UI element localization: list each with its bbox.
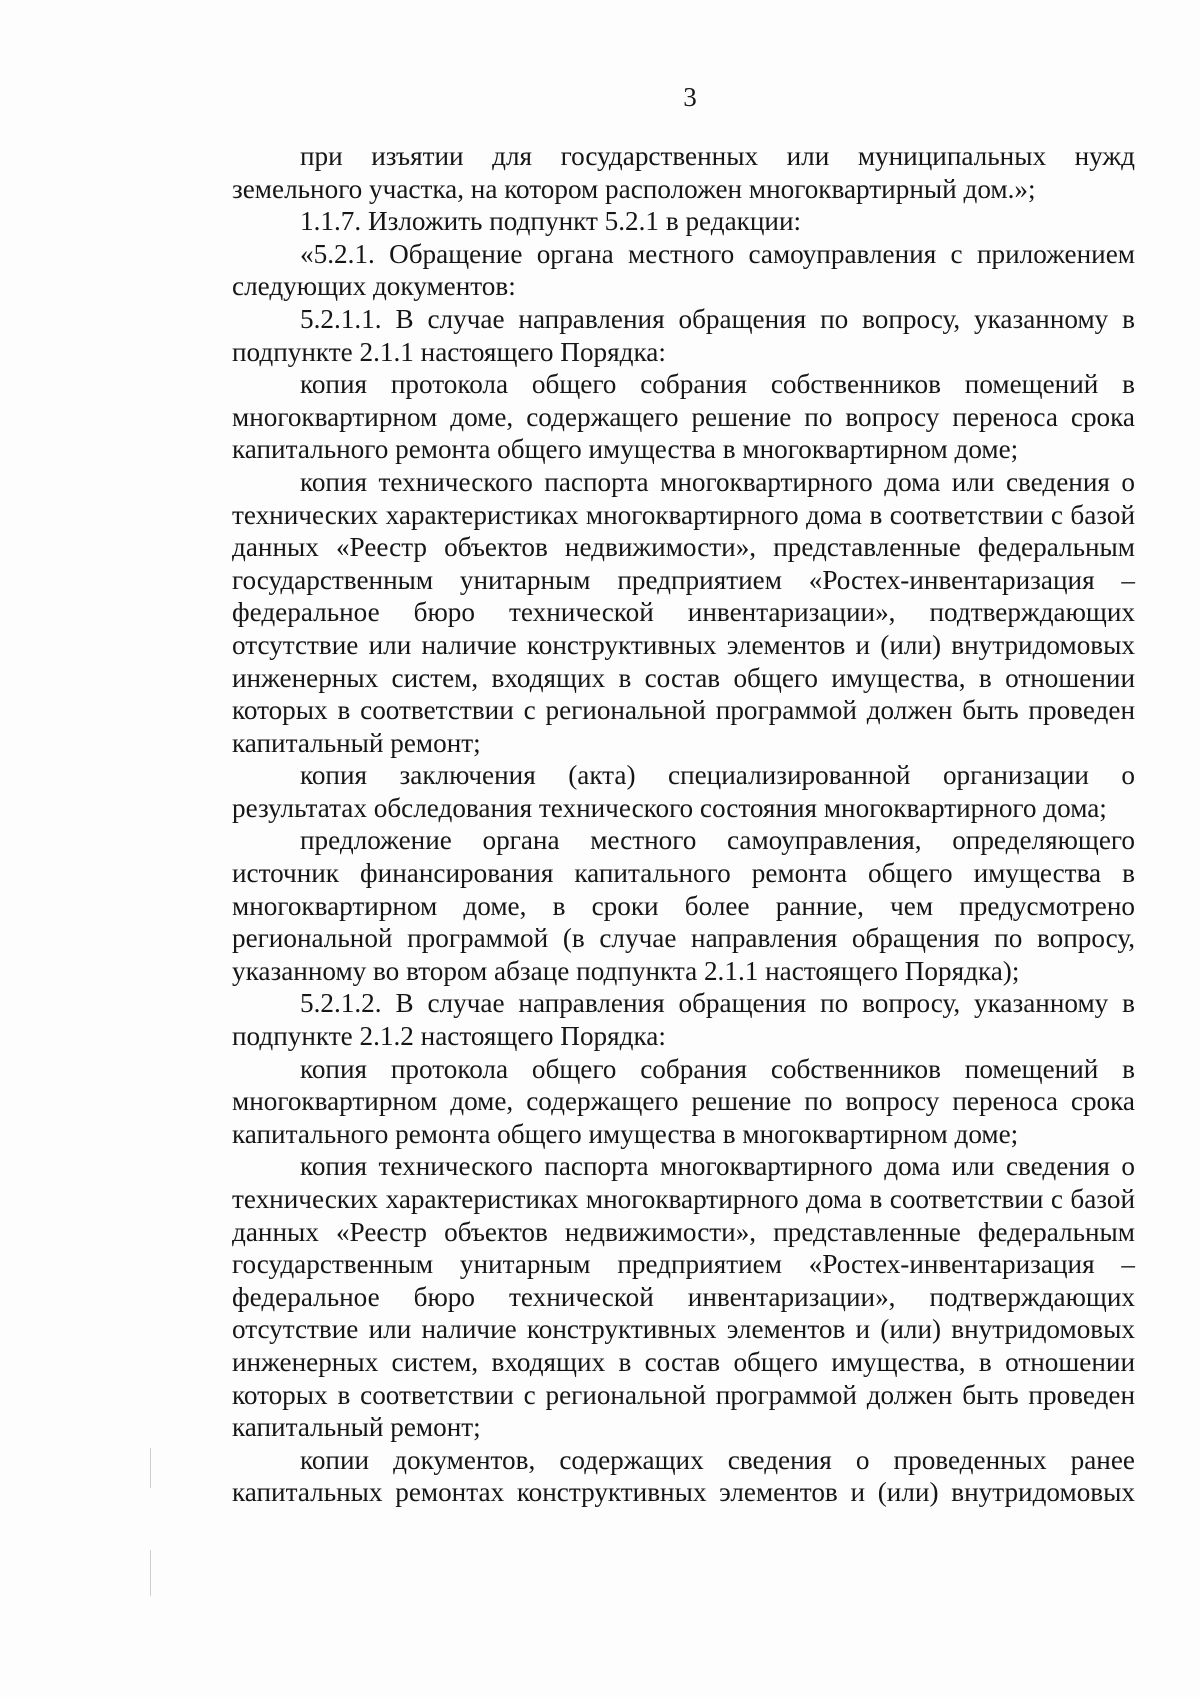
scan-artifact-mark <box>150 1448 151 1488</box>
paragraph-5-2-1-1: 5.2.1.1. В случае направления обращения по вопросу, указанному в подпункте 2.1.1 настоящего Порядка: <box>232 303 1135 367</box>
paragraph-protocol-copy: копия протокола общего собрания собственников помещений в многоквартирном доме, содержащего решение по вопросу переноса срока капитального ремонта общего имущества в многоквартирном доме; <box>232 369 1135 465</box>
paragraph-repair-documents: копии документов, содержащих сведения о проведенных ранее капитальных ремонтах конструктивных элементов и (или) внутридомовых <box>232 1444 1135 1508</box>
paragraph-technical-passport: копия технического паспорта многоквартирного дома или сведения о технических характеристиках многоквартирного дома в соответствии с базой данных «Реестр объектов недвижимости», представленные федеральным государственным унитарным предприятием «Ростех-инвентаризация – федеральное бюро технической инвентаризации», подтверждающих отсутствие или наличие конструктивных элементов и (или) внутридомовых инженерных систем, входящих в состав общего имущества, в отношении которых в соответствии с региональной программой должен быть проведен капитальный ремонт; <box>232 466 1135 758</box>
paragraph-1-1-7: 1.1.7. Изложить подпункт 5.2.1 в редакции: <box>300 206 802 237</box>
paragraph-technical-passport-2: копия технического паспорта многоквартирного дома или сведения о технических характеристиках многоквартирного дома в соответствии с базой данных «Реестр объектов недвижимости», представленные федеральным государственным унитарным предприятием «Ростех-инвентаризация – федеральное бюро технической инвентаризации», подтверждающих отсутствие или наличие конструктивных элементов и (или) внутридомовых инженерных систем, входящих в состав общего имущества, в отношении которых в соответствии с региональной программой должен быть проведен капитальный ремонт; <box>232 1151 1135 1443</box>
paragraph-survey-conclusion: копия заключения (акта) специализированной организации о результатах обследования технического состояния многоквартирного дома; <box>232 760 1135 823</box>
paragraph-financing-proposal: предложение органа местного самоуправления, определяющего источник финансирования капитального ремонта общего имущества в многоквартирном доме, в сроки более ранние, чем предусмотрено региональной программой (в случае направления обращения по вопросу, указанному во втором абзаце подпункта 2.1.1 настоящего Порядка); <box>232 825 1135 986</box>
paragraph-continuation: при изъятии для государственных или муниципальных нужд земельного участка, на котором расположен многоквартирный дом.»; <box>232 141 1135 204</box>
paragraph-5-2-1-2: 5.2.1.2. В случае направления обращения по вопросу, указанному в подпункте 2.1.2 настоящего Порядка: <box>232 988 1135 1052</box>
paragraph-5-2-1: «5.2.1. Обращение органа местного самоуправления с приложением следующих документов: <box>232 238 1135 302</box>
document-body <box>232 140 1135 1509</box>
scan-artifact-mark <box>150 1550 151 1596</box>
paragraph-protocol-copy-2: копия протокола общего собрания собственников помещений в многоквартирном доме, содержащего решение по вопросу переноса срока капитального ремонта общего имущества в многоквартирном доме; <box>232 1053 1135 1149</box>
page-number: 3 <box>683 82 697 112</box>
